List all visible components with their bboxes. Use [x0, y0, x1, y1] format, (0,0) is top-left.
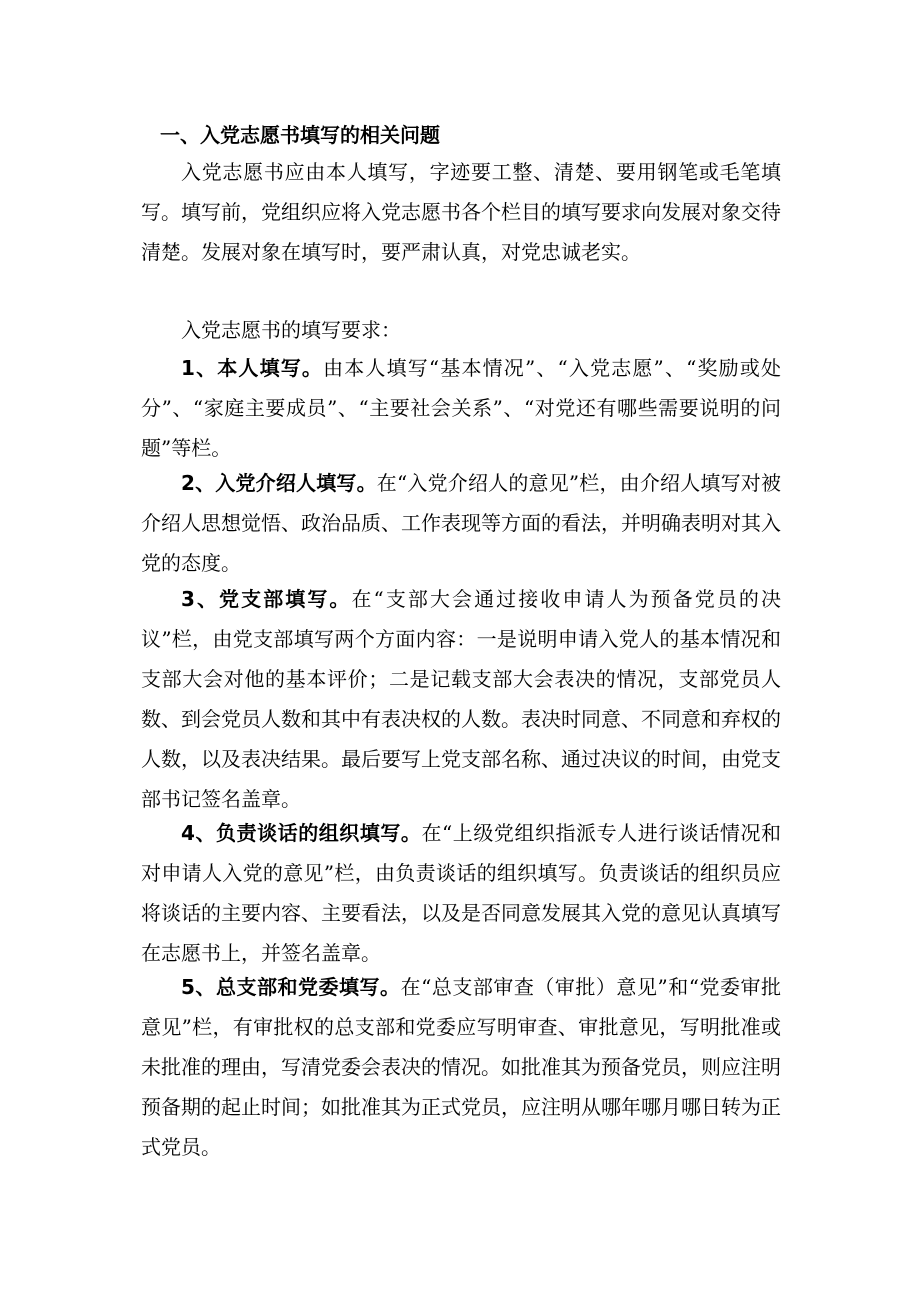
requirement-lead: 2、入党介绍人填写。 [181, 471, 377, 495]
requirement-item [141, 348, 781, 468]
requirement-text: 在“入党介绍人的意见”栏，由介绍人填写对被介绍人思想觉悟、政治品质、工作表现等方面的看法，并明确表明对其入党的态度。 [141, 471, 781, 575]
requirements-title: 入党志愿书的填写要求： [181, 318, 401, 342]
intro-paragraph: 入党志愿书应由本人填写，字迹要工整、清楚、要用钢笔或毛笔填写。填写前，党组织应将入党志愿书各个栏目的填写要求向发展对象交待清楚。发展对象在填写时，要严肃认真，对党忠诚老实。 [141, 160, 781, 264]
requirement-item [141, 463, 781, 583]
requirement-lead: 3、党支部填写。 [181, 587, 352, 611]
requirement-item [141, 967, 781, 1167]
requirement-text: 在“支部大会通过接收申请人为预备党员的决议”栏，由党支部填写两个方面内容：一是说明申请入党人的基本情况和支部大会对他的基本评价；二是记载支部大会表决的情况，支部党员人数、到会党员人数和其中有表决权的人数。表决时同意、不同意和弃权的人数，以及表决结果。最后要写上党支部名称、通过决议的时间，由党支部书记签名盖章。 [141, 587, 781, 811]
section-heading: 一、入党志愿书填写的相关问题 [160, 123, 440, 147]
requirement-item [141, 813, 781, 973]
requirement-item [141, 579, 781, 819]
requirement-text: 由本人填写“基本情况”、“入党志愿”、“奖励或处分”、“家庭主要成员”、“主要社会关系”、“对党还有哪些需要说明的问题”等栏。 [141, 356, 781, 460]
requirement-text: 在“上级党组织指派专人进行谈话情况和对申请人入党的意见”栏，由负责谈话的组织填写。负责谈话的组织员应将谈话的主要内容、主要看法，以及是否同意发展其入党的意见认真填写在志愿书上，并签名盖章。 [141, 821, 781, 965]
requirement-lead: 1、本人填写。 [181, 356, 324, 380]
requirement-text: 在“总支部审查（审批）意见”和“党委审批意见”栏，有审批权的总支部和党委应写明审查、审批意见，写明批准或未批准的理由，写清党委会表决的情况。如批准其为预备党员，则应注明预备期的起止时间；如批准其为正式党员，应注明从哪年哪月哪日转为正式党员。 [141, 975, 781, 1159]
requirement-lead: 4、负责谈话的组织填写。 [181, 821, 422, 845]
requirement-lead: 5、总支部和党委填写。 [181, 975, 401, 999]
